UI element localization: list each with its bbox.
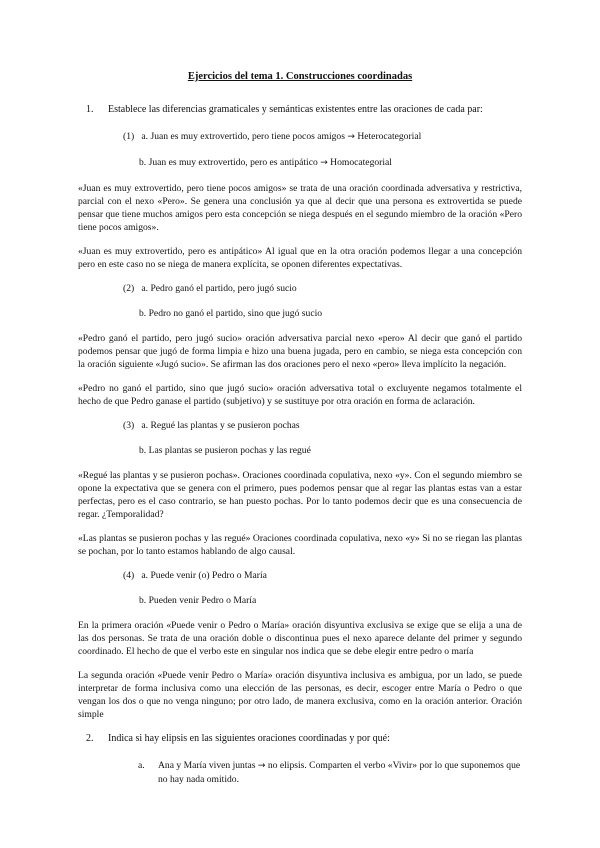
question-text: Establece las diferencias gramaticales y semánticas existentes entre las oraciones de cada par: <box>108 104 483 115</box>
item-sentence: Ana y María viven juntas <box>158 760 256 771</box>
example-number: (3) <box>123 420 135 431</box>
example-4a <box>123 569 522 582</box>
example-number: (1) <box>123 131 135 142</box>
question-number: 2. <box>86 733 94 744</box>
example-text: b. Pedro no ganó el partido, sino que jugó sucio <box>139 308 323 319</box>
example-2a <box>123 282 522 295</box>
example-text: b. Juan es muy extrovertido, pero es antipático <box>139 157 318 168</box>
arrow-icon: → <box>257 761 266 771</box>
item-text <box>158 759 522 786</box>
paragraph: «Juan es muy extrovertido, pero tiene pocos amigos» se trata de una oración coordinada adversativa y restrictiva, parcial con el nexo «Pero». Se genera una conclusión ya que al decir que una persona es extrovertida se puede pensar que tiene muchos amigos pero esta concepción se niega después en el segundo miembro de la oración «Pero tiene pocos amigos». <box>78 183 522 233</box>
example-text: a. Pedro ganó el partido, pero jugó sucio <box>141 283 297 294</box>
arrow-icon: → <box>347 132 355 142</box>
example-2b <box>139 307 522 320</box>
example-text: a. Puede venir (o) Pedro o María <box>141 570 267 581</box>
item-label: a. <box>138 760 145 771</box>
answer-item-a <box>138 759 522 786</box>
paragraph: «Pedro ganó el partido, pero jugó sucio» oración adversativa parcial nexo «pero» Al decir que ganó el partido podemos pensar que jugó de forma limpia e hizo una buena jugada, pero en cambio, se niega esta concepción con la oración siguiente «Jugó sucio». Se afirman las dos oraciones pero el nexo «pero» lleva implícito la negación. <box>78 333 522 370</box>
question-2 <box>86 732 522 745</box>
paragraph: «Juan es muy extrovertido, pero es antipático» Al igual que en la otra oración podemos llegar a una concepción pero en este caso no se niega de manera explícita, se oponen diferentes expectativas. <box>78 246 522 270</box>
paragraph: «Regué las plantas y se pusieron pochas». Oraciones coordinada copulativa, nexo «y». Con el segundo miembro se opone la expectativa que se genera con el primero, pues podemos pensar que al regar las plantas estas van a estar perfectas, pero es el caso contrario, se han puesto pochas. Por lo tanto podemos decir que es una consecuencia de regar. ¿Temporalidad? <box>78 470 522 520</box>
example-3b <box>139 444 522 457</box>
paragraph: En la primera oración «Puede venir o Pedro o María» oración disyuntiva exclusiva se exige que se elija a una de las dos personas. Se trata de una oración doble o discontinua pues el nexo aparece delante del primer y segundo coordinado. El hecho de que el verbo este en singular nos indica que se debe elegir entre pedro o maría <box>78 620 522 657</box>
example-text: a. Regué las plantas y se pusieron pochas <box>141 420 300 431</box>
example-text: b. Las plantas se pusieron pochas y las regué <box>139 445 311 456</box>
paragraph: «Pedro no ganó el partido, sino que jugó sucio» oración adversativa total o excluyente negamos totalmente el hecho de que Pedro ganase el partido (subjetivo) y se sustituye por otra oración en forma de aclaración. <box>78 383 522 407</box>
example-1a <box>123 130 522 144</box>
paragraph: «Las plantas se pusieron pochas y las regué» Oraciones coordinada copulativa, nexo «y» Si no se riegan las plantas se pochan, por lo tanto estamos hablando de algo causal. <box>78 533 522 557</box>
example-text: b. Pueden venir Pedro o María <box>139 595 257 606</box>
page-title: Ejercicios del tema 1. Construcciones coordinadas <box>187 71 413 82</box>
example-text: a. Juan es muy extrovertido, pero tiene pocos amigos <box>141 131 345 142</box>
item-answer: no elipsis. Comparten el verbo «Vivir» por lo que suponemos que no hay nada omitido. <box>158 760 521 785</box>
example-number: (2) <box>123 283 135 294</box>
paragraph: La segunda oración «Puede venir Pedro o María» oración disyuntiva inclusiva es ambigua, por un lado, se puede interpretar de forma inclusiva como una elección de las personas, es decir, escoger entre María o Pedro o que vengan los dos o que no venga ninguno; por otro lado, de manera exclusiva, como en la oración anterior. Oración simple <box>78 670 522 720</box>
question-text: Indica si hay elipsis en las siguientes oraciones coordinadas y por qué: <box>108 733 390 744</box>
example-number: (4) <box>123 570 135 581</box>
question-number: 1. <box>86 104 94 115</box>
example-4b <box>139 594 522 607</box>
arrow-icon: → <box>320 158 328 168</box>
example-1b <box>139 156 522 170</box>
question-1 <box>86 103 522 116</box>
example-tag: Homocategorial <box>330 157 392 168</box>
example-3a <box>123 419 522 432</box>
example-tag: Heterocategorial <box>357 131 422 142</box>
